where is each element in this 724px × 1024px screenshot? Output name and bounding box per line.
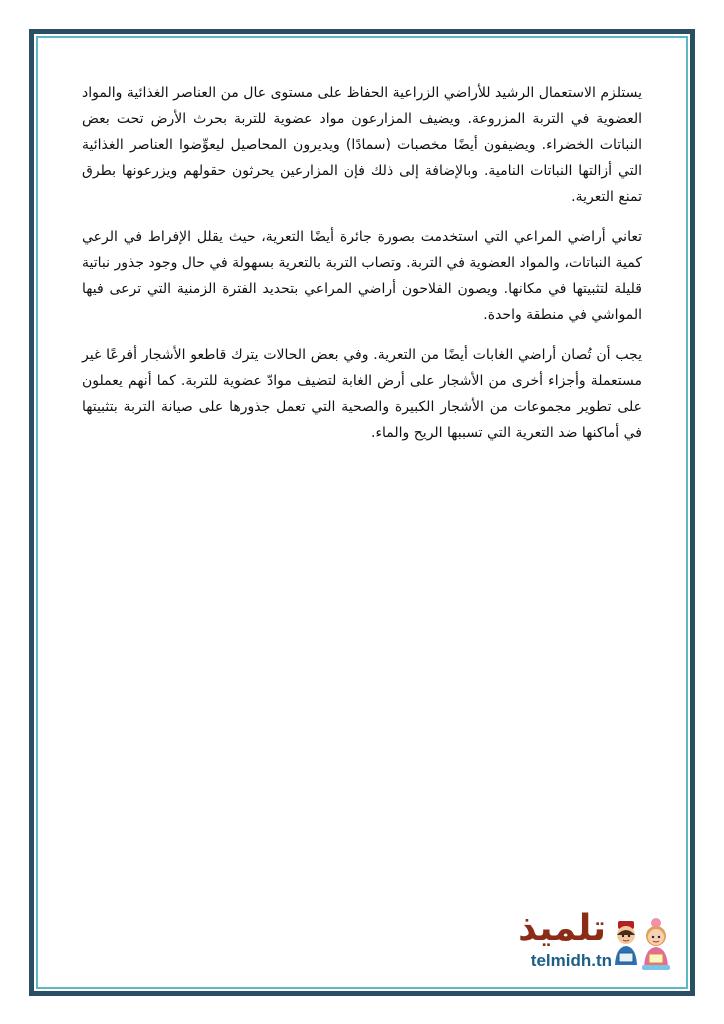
paragraph-1: يستلزم الاستعمال الرشيد للأراضي الزراعية الحفاظ على مستوى عال من العناصر الغذائية والمواد العضوية في التربة المزروعة. ويضيف المزارعون مواد عضوية للتربة بحرث الأرض تحت بعض النباتات الخضراء. ويضيفون أيضًا مخصبات (سمادًا) ويديرون المحاصيل ليعوِّضوا العناصر الغذائية التي أزالتها النباتات النامية. وبالإضافة إلى ذلك فإن المزارعين يحرثون حقولهم ويزرعونها بطرق تمنع التعرية.	[82, 85, 642, 205]
paragraph-2: تعاني أراضي المراعي التي استخدمت بصورة جائرة أيضًا التعرية، حيث يقلل الإفراط في الرعي كمية النباتات، والمواد العضوية في التربة. وتصاب التربة بالتعرية بسهولة في حال وجود جذور نباتية قليلة لتثبيتها في مكانها. ويصون الفلاحون أراضي المراعي بتحديد الفترة الزمنية التي ترعى فيها المواشي في منطقة واحدة.	[82, 229, 642, 323]
children-reading-icon	[612, 915, 672, 975]
telmidh-logo	[504, 908, 672, 977]
logo-site-name: telmidh.tn	[530, 951, 612, 970]
paragraph-3: يجب أن تُصان أراضي الغابات أيضًا من التعرية. وفي بعض الحالات يترك قاطعو الأشجار أفرعًا غير مستعملة وأجزاء أخرى من الأشجار على أرض الغابة لتضيف موادّ عضوية للتربة. كما أنهم يعملون على تطوير مجموعات من الأشجار الكبيرة والصحية التي تعمل جذورها على صيانة التربة بتثبيتها في أماكنها ضد التعرية التي تسببها الريح والماء.	[82, 347, 642, 441]
logo-arabic-text: تلميذ	[518, 908, 606, 949]
document-body	[82, 80, 642, 460]
